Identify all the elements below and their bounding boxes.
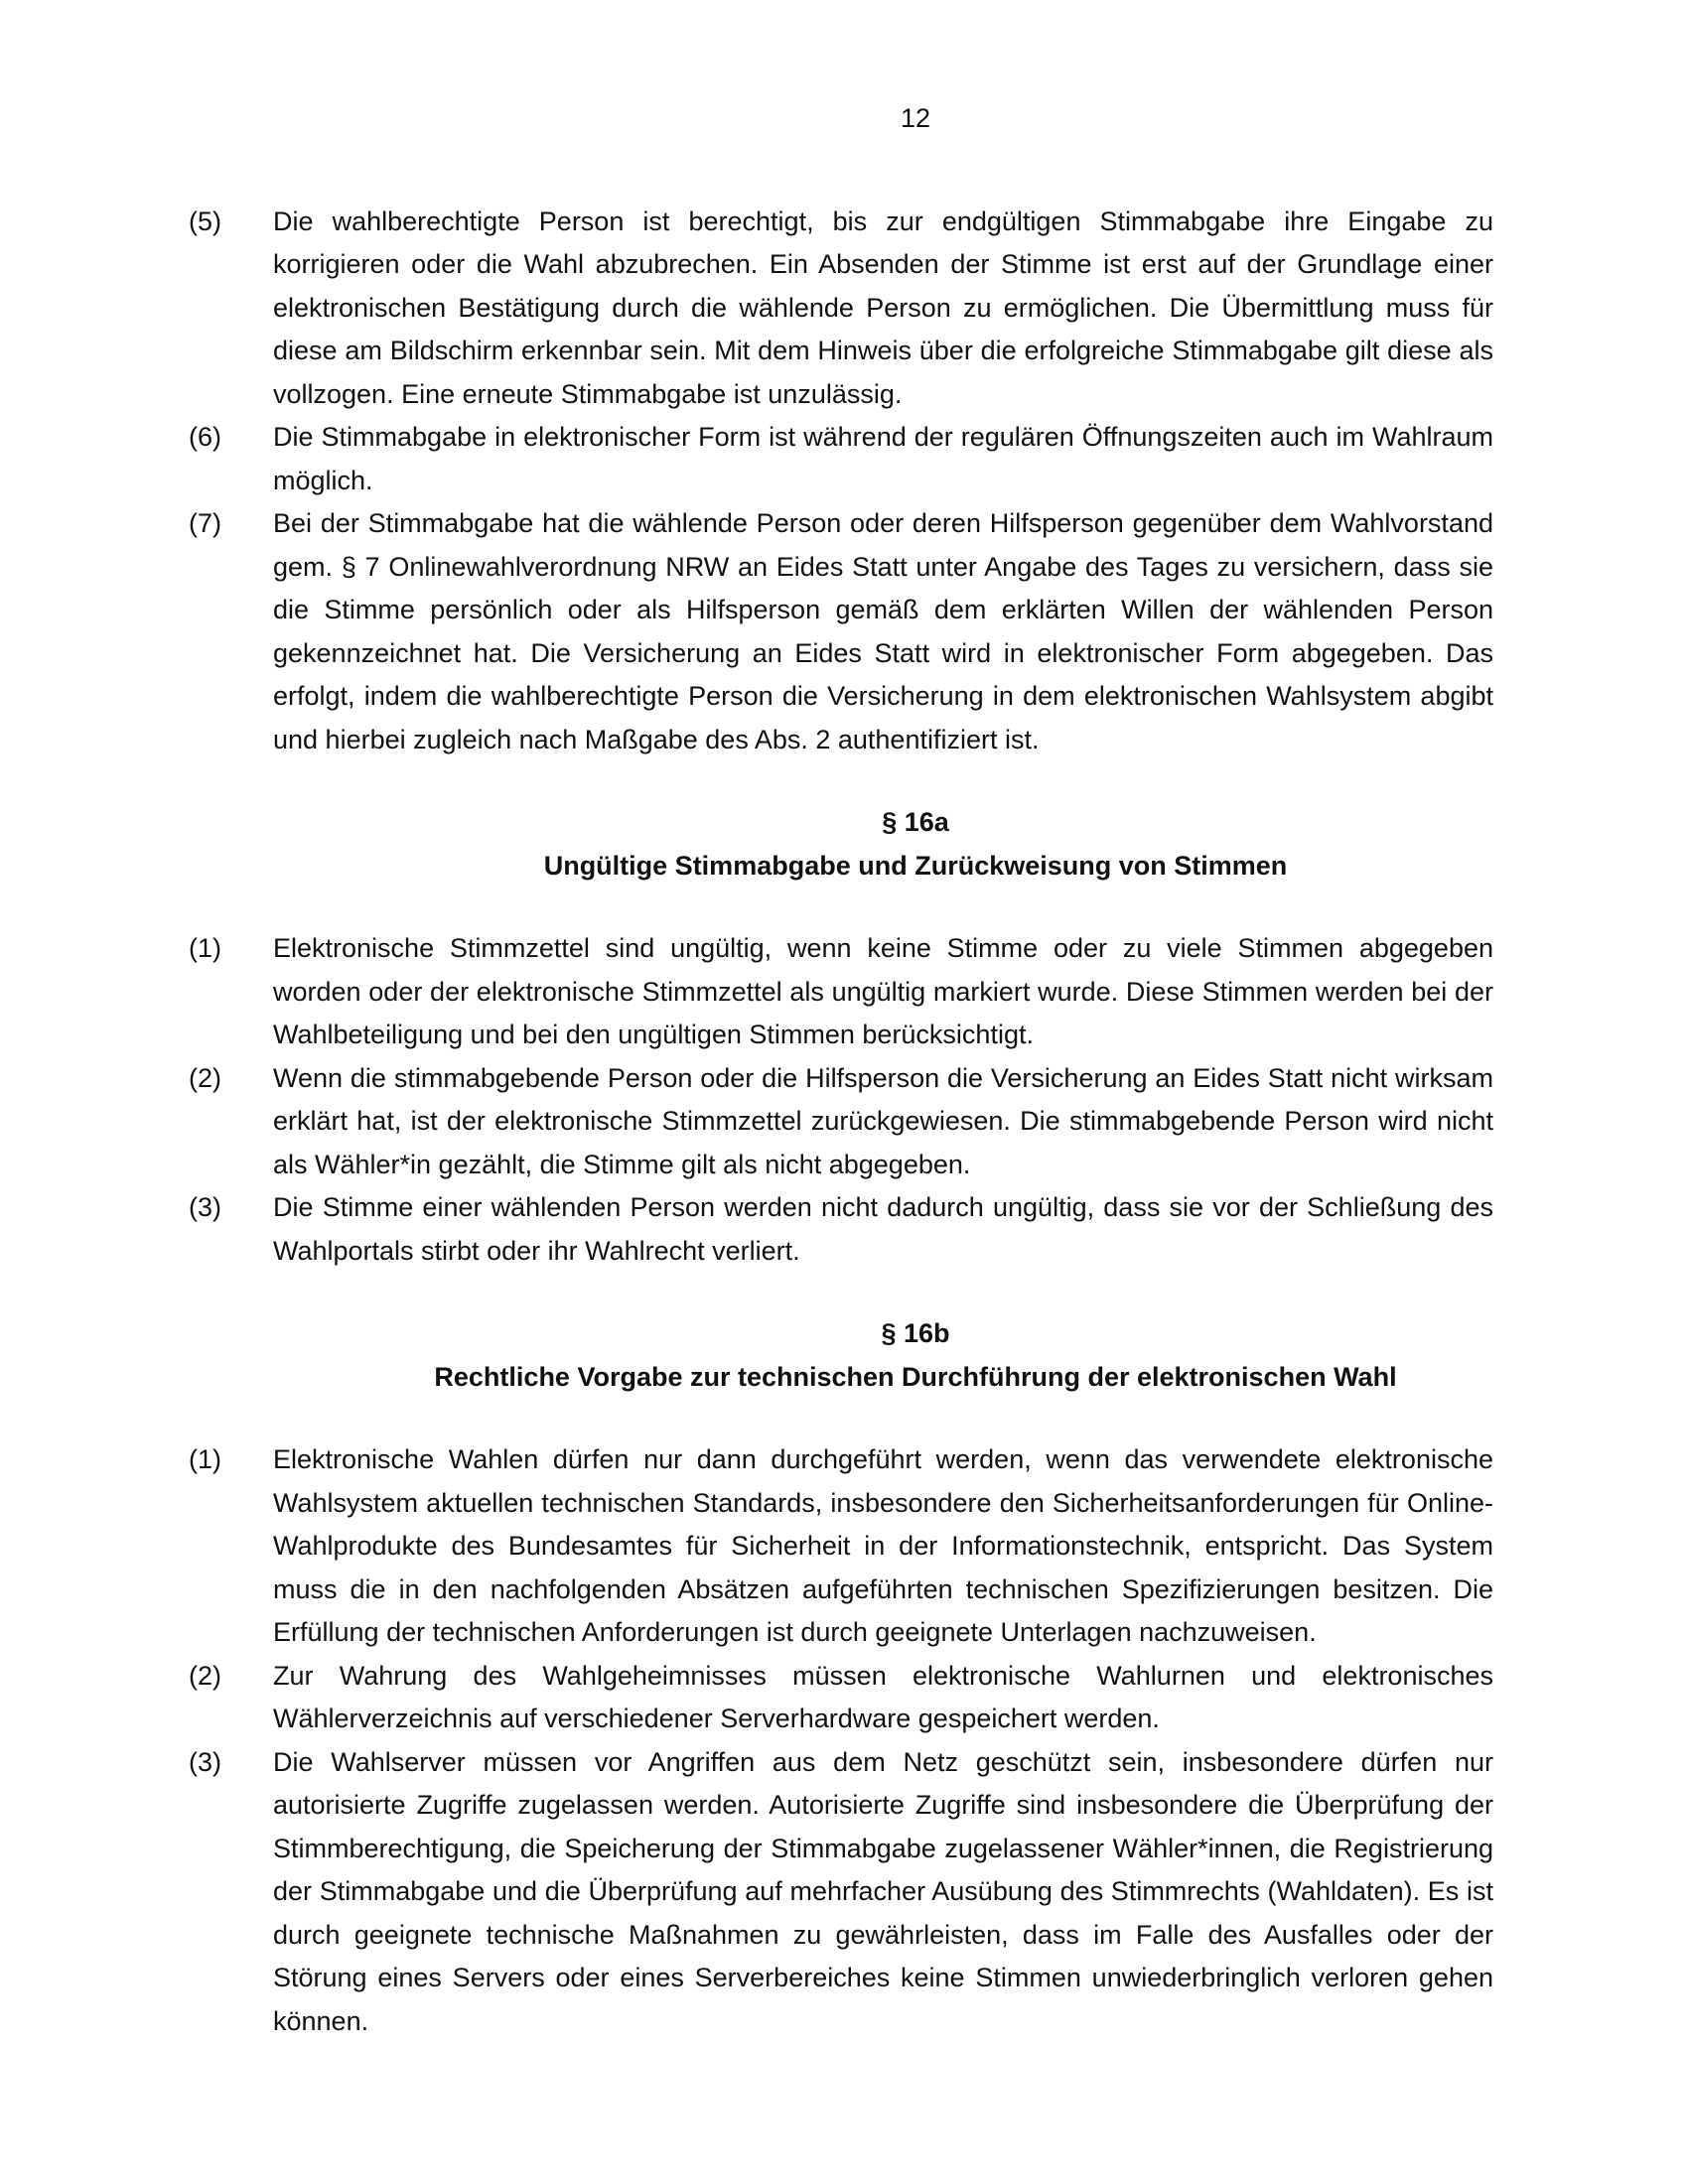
section-title: Rechtliche Vorgabe zur technischen Durchführung der elektronischen Wahl: [434, 1361, 1397, 1392]
paragraph: [189, 1655, 1493, 1741]
paragraph-number: (1): [189, 1444, 221, 1474]
paragraph-number: (5): [189, 205, 221, 236]
section-heading-16b: [189, 1312, 1493, 1399]
paragraph: [189, 927, 1493, 1057]
paragraph-text: Bei der Stimmabgabe hat die wählende Person oder deren Hilfsperson gegenüber dem Wahlvorstand gem. § 7 Onlinewahlverordnung NRW an Eides Statt unter Angabe des Tages zu versichern, dass sie die Stimme persönlich oder als Hilfsperson gemäß dem erklärten Willen der wählenden Person gekennzeichnet hat. Die Versicherung an Eides Statt wird in elektronischer Form abgegeben. Das erfolgt, indem die wahlberechtigte Person die Versicherung in dem elektronischen Wahlsystem abgibt und hierbei zugleich nach Maßgabe des Abs. 2 authentifiziert ist.: [273, 508, 1493, 754]
section-title: Ungültige Stimmabgabe und Zurückweisung von Stimmen: [543, 850, 1288, 881]
paragraph-group: [189, 1438, 1493, 2043]
section-number: § 16a: [882, 807, 949, 837]
paragraph: [189, 502, 1493, 761]
paragraph-number: (3): [189, 1746, 221, 1777]
paragraph-text: Elektronische Wahlen dürfen nur dann durchgeführt werden, wenn das verwendete elektronische Wahlsystem aktuellen technischen Standards, insbesondere den Sicherheitsanforderungen für Online-Wahlprodukte des Bundesamtes für Sicherheit in der Informationstechnik, entspricht. Das System muss die in den nachfolgenden Absätzen aufgeführten technischen Spezifizierungen besitzen. Die Erfüllung der technischen Anforderungen ist durch geeignete Unterlagen nachzuweisen.: [273, 1444, 1493, 1647]
paragraph-text: Elektronische Stimmzettel sind ungültig, wenn keine Stimme oder zu viele Stimmen abgegeben worden oder der elektronische Stimmzettel als ungültig markiert wurde. Diese Stimmen werden bei der Wahlbeteiligung und bei den ungültigen Stimmen berücksichtigt.: [273, 933, 1493, 1049]
paragraph: [189, 1438, 1493, 1655]
paragraph-number: (3): [189, 1192, 221, 1222]
section-number: § 16b: [881, 1318, 950, 1348]
paragraph-text: Die Stimme einer wählenden Person werden nicht dadurch ungültig, dass sie vor der Schließung des Wahlportals stirbt oder ihr Wahlrecht verliert.: [273, 1192, 1493, 1266]
paragraph-group: [189, 201, 1493, 762]
paragraph-text: Wenn die stimmabgebende Person oder die Hilfsperson die Versicherung an Eides Statt nicht wirksam erklärt hat, ist der elektronische Stimmzettel zurückgewiesen. Die stimmabgebende Person wird nicht als Wähler*in gezählt, die Stimme gilt als nicht abgegeben.: [273, 1062, 1493, 1179]
paragraph: [189, 1186, 1493, 1273]
paragraph-number: (2): [189, 1062, 221, 1093]
paragraph-number: (7): [189, 508, 221, 538]
paragraph-group: [189, 927, 1493, 1273]
paragraph-number: (2): [189, 1660, 221, 1691]
paragraph: [189, 201, 1493, 417]
paragraph: [189, 416, 1493, 502]
paragraph-text: Die Stimmabgabe in elektronischer Form ist während der regulären Öffnungszeiten auch im Wahlraum möglich.: [273, 422, 1493, 495]
paragraph: [189, 1057, 1493, 1187]
paragraph-text: Die wahlberechtigte Person ist berechtigt, bis zur endgültigen Stimmabgabe ihre Eingabe zu korrigieren oder die Wahl abzubrechen. Ein Absenden der Stimme ist erst auf der Grundlage einer elektronischen Bestätigung durch die wählende Person zu ermöglichen. Die Übermittlung muss für diese am Bildschirm erkennbar sein. Mit dem Hinweis über die erfolgreiche Stimmabgabe gilt diese als vollzogen. Eine erneute Stimmabgabe ist unzulässig.: [273, 205, 1493, 409]
paragraph-text: Zur Wahrung des Wahlgeheimnisses müssen elektronische Wahlurnen und elektronisches Wählerverzeichnis auf verschiedener Serverhardware gespeichert werden.: [273, 1660, 1493, 1733]
paragraph: [189, 1741, 1493, 2044]
paragraph-number: (6): [189, 422, 221, 452]
paragraph-text: Die Wahlserver müssen vor Angriffen aus dem Netz geschützt sein, insbesondere dürfen nur autorisierte Zugriffe zugelassen werden. Autorisierte Zugriffe sind insbesondere die Überprüfung der Stimmberechtigung, die Speicherung der Stimmabgabe zugelassener Wähler*innen, die Registrierung der Stimmabgabe und die Überprüfung auf mehrfacher Ausübung des Stimmrechts (Wahldaten). Es ist durch geeignete technische Maßnahmen zu gewährleisten, dass im Falle des Ausfalles oder der Störung eines Servers oder eines Serverbereiches keine Stimmen unwiederbringlich verloren gehen können.: [273, 1746, 1493, 2036]
page-number: 12: [900, 103, 931, 133]
paragraph-number: (1): [189, 933, 221, 963]
section-heading-16a: [189, 801, 1493, 887]
